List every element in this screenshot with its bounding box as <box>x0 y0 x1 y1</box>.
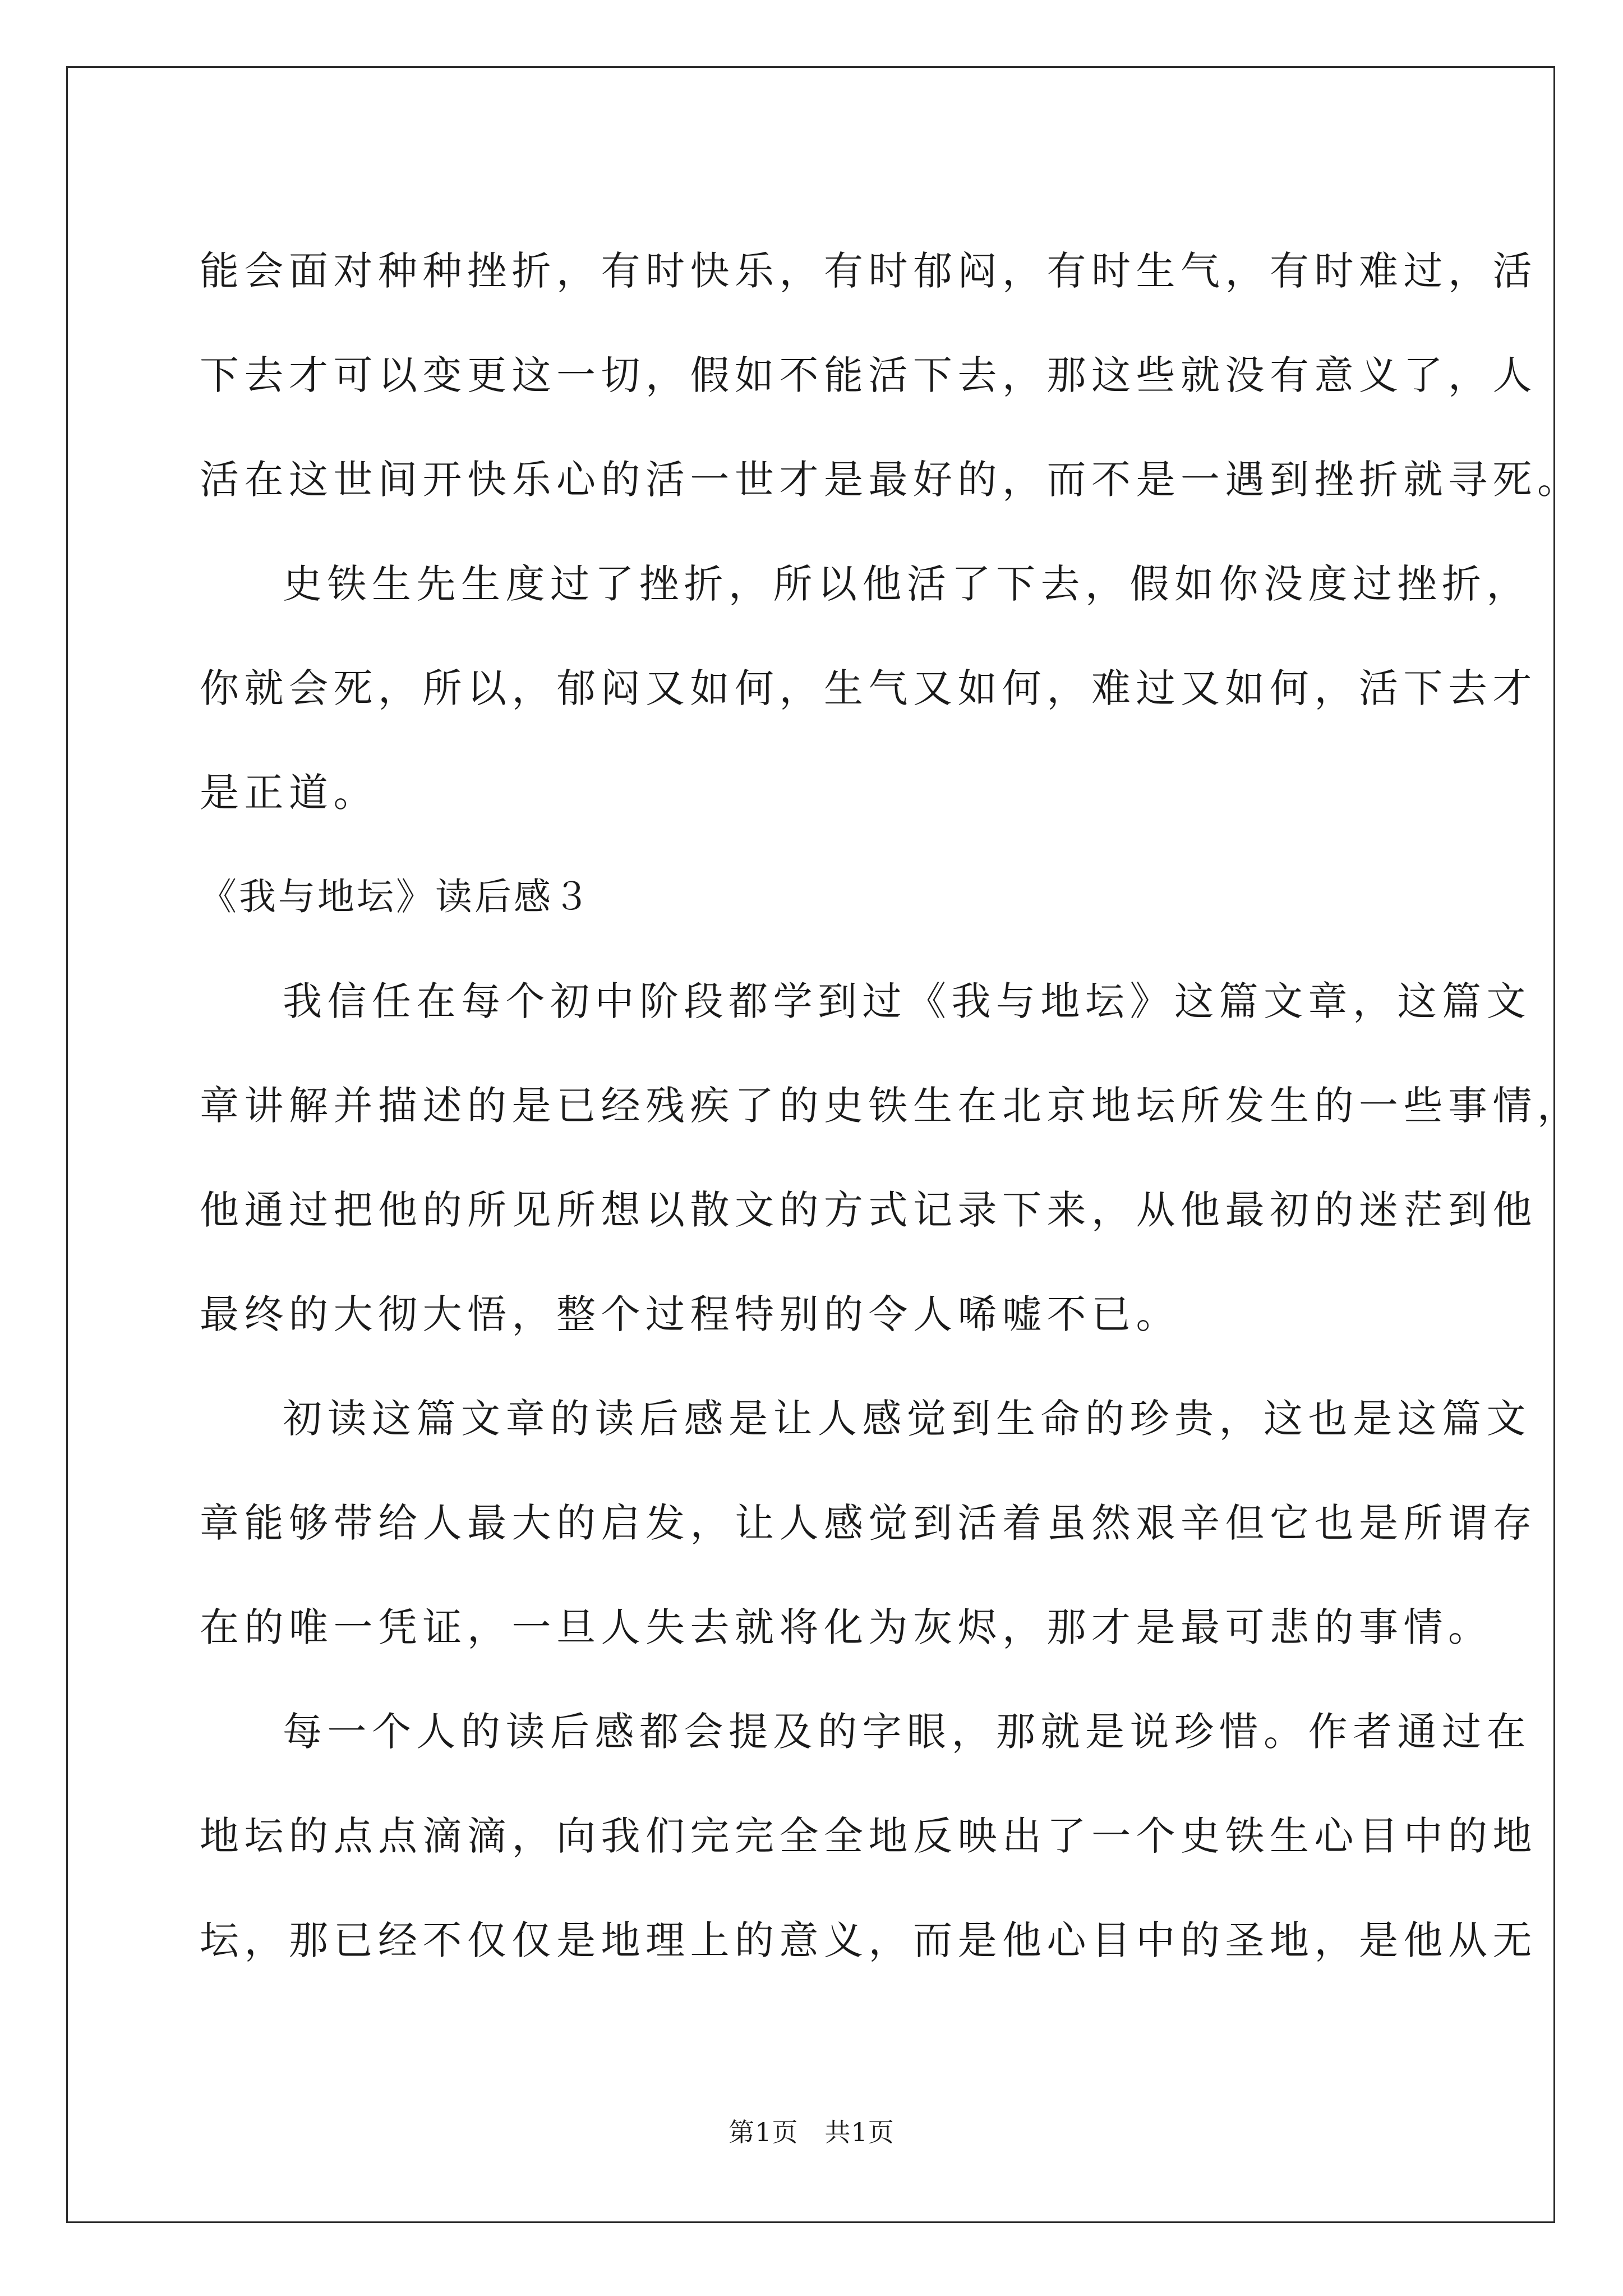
text-line: 初读这篇文章的读后感是让人感觉到生命的珍贵，这也是这篇文 <box>283 1396 1531 1442</box>
text-line: 章能够带给人最大的启发，让人感觉到活着虽然艰辛但它也是所谓存 <box>200 1500 1537 1546</box>
text-line: 章讲解并描述的是已经残疾了的史铁生在北京地坛所发生的一些事情， <box>200 1083 1582 1129</box>
text-line: 能会面对种种挫折，有时快乐，有时郁闷，有时生气，有时难过，活 <box>200 248 1537 294</box>
text-line: 你就会死，所以，郁闷又如何，生气又如何，难过又如何，活下去才 <box>200 665 1537 711</box>
text-line: 活在这世间开快乐心的活一世才是最好的，而不是一遇到挫折就寻死。 <box>200 457 1582 503</box>
text-line: 地坛的点点滴滴，向我们完完全全地反映出了一个史铁生心目中的地 <box>200 1813 1537 1859</box>
current-page-label: 第1页 <box>728 2117 799 2147</box>
text-line: 每一个人的读后感都会提及的字眼，那就是说珍惜。作者通过在 <box>283 1709 1531 1755</box>
section-heading: 《我与地坛》读后感３ <box>200 875 592 918</box>
text-line: 在的唯一凭证，一旦人失去就将化为灰烬，那才是最可悲的事情。 <box>200 1604 1493 1650</box>
document-body <box>200 219 1582 1993</box>
text-line: 是正道。 <box>200 770 378 816</box>
text-line: 我信任在每个初中阶段都学到过《我与地坛》这篇文章，这篇文 <box>283 978 1531 1024</box>
text-line: 下去才可以变更这一切，假如不能活下去，那这些就没有意义了，人 <box>200 352 1537 398</box>
page-footer <box>0 2112 1623 2149</box>
total-pages-label: 共1页 <box>824 2117 895 2147</box>
text-line: 最终的大彻大悟，整个过程特别的令人唏嘘不已。 <box>200 1291 1181 1337</box>
text-line: 坛，那已经不仅仅是地理上的意义，而是他心目中的圣地，是他从无 <box>200 1917 1537 1963</box>
text-line: 史铁生先生度过了挫折，所以他活了下去，假如你没度过挫折， <box>283 561 1531 607</box>
text-line: 他通过把他的所见所想以散文的方式记录下来，从他最初的迷茫到他 <box>200 1187 1537 1233</box>
